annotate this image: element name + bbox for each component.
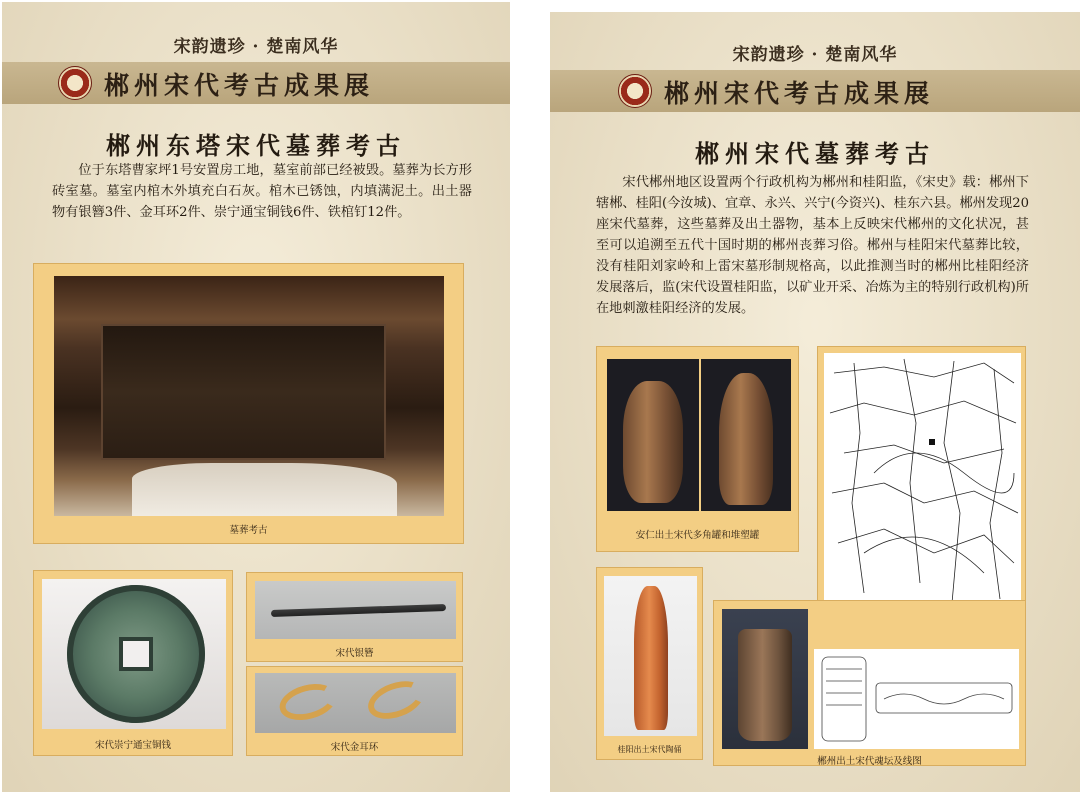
section-heading: 郴州宋代墓葬考古 [695, 139, 935, 168]
earrings-photo-frame [246, 666, 463, 756]
vases-photo-frame [596, 346, 799, 552]
earrings-photo [255, 673, 456, 733]
coin-hole [119, 637, 153, 671]
earring-image [276, 678, 341, 726]
intro-paragraph: 宋代郴州地区设置两个行政机构为郴州和桂阳监，《宋史》载：郴州下辖郴、桂阳(今汝城)、宜章、永兴、兴宁(今资兴)、桂东六县。郴州发现20座宋代墓葬，这些墓葬及出土器物，基本上反映宋代郴州的文化状况，甚至可以追溯至五代十国时期的郴州丧葬习俗。郴州与桂阳宋代墓葬比较，没有桂阳刘家岭和上雷宋墓形制规格高，以此推测当时的郴州比桂阳经济发展落后，监(宋代设置桂阳监，以矿业开采、冶炼为主的特别行政机构)所在地刺激桂阳经济的发展。 [596, 175, 1029, 316]
coin-image [67, 585, 205, 723]
censer-image [738, 629, 792, 741]
vase-image [623, 381, 683, 503]
tomb-photo-frame [33, 263, 464, 544]
figurine-photo-frame [596, 567, 703, 760]
section-heading: 郴州东塔宋代墓葬考古 [106, 131, 406, 160]
vase-photo [607, 359, 699, 511]
line-drawing-svg [814, 649, 1019, 749]
map-drawing [824, 353, 1021, 609]
earring-image [363, 674, 429, 726]
hairpin-image [271, 604, 446, 617]
panel-subtitle: 宋韵遗珍 · 楚南风华 [732, 45, 898, 65]
coin-photo [42, 579, 226, 729]
intro-paragraph: 位于东塔曹家坪1号安置房工地，墓室前部已经被毁。墓葬为长方形砖室墓。墓室内棺木外填充白石灰。棺木已锈蚀，内填满泥土。出土器物有银簪3件、金耳环2件、崇宁通宝铜钱6件、铁棺钉12件。 [52, 163, 472, 220]
vase-photo [701, 359, 791, 511]
tomb-photo [54, 276, 444, 516]
censer-photo-frame [713, 600, 1026, 766]
exhibit-panel-left [2, 2, 510, 792]
title-banner [550, 70, 1080, 112]
exhibit-panel-right [550, 12, 1080, 792]
seal-logo-icon [618, 74, 652, 108]
photo-caption: 宋代银簪 [335, 648, 374, 659]
coin-photo-frame [33, 570, 233, 756]
banner-title: 郴州宋代考古成果展 [664, 79, 935, 108]
banner-title: 郴州宋代考古成果展 [104, 71, 375, 100]
hairpin-photo-frame [246, 572, 463, 662]
photo-caption: 宋代崇宁通宝铜钱 [94, 740, 171, 751]
photo-caption: 郴州出土宋代魂坛及线图 [817, 756, 922, 767]
censer-photo [722, 609, 808, 749]
burial-map [824, 353, 1021, 609]
photo-caption: 宋代金耳环 [330, 742, 379, 753]
hairpin-photo [255, 581, 456, 639]
figurine-photo [604, 576, 697, 736]
photo-caption: 安仁出土宋代多角罐和堆塑罐 [635, 530, 760, 541]
title-banner [2, 62, 510, 104]
panel-subtitle: 宋韵遗珍 · 楚南风华 [173, 37, 339, 57]
figurine-image [634, 586, 668, 730]
seal-logo-icon [58, 66, 92, 100]
map-photo-frame [817, 346, 1026, 634]
photo-caption: 墓葬考古 [229, 525, 268, 536]
photo-caption: 桂阳出土宋代陶俑 [617, 745, 682, 754]
vase-image [719, 373, 773, 505]
line-drawing [814, 649, 1019, 749]
